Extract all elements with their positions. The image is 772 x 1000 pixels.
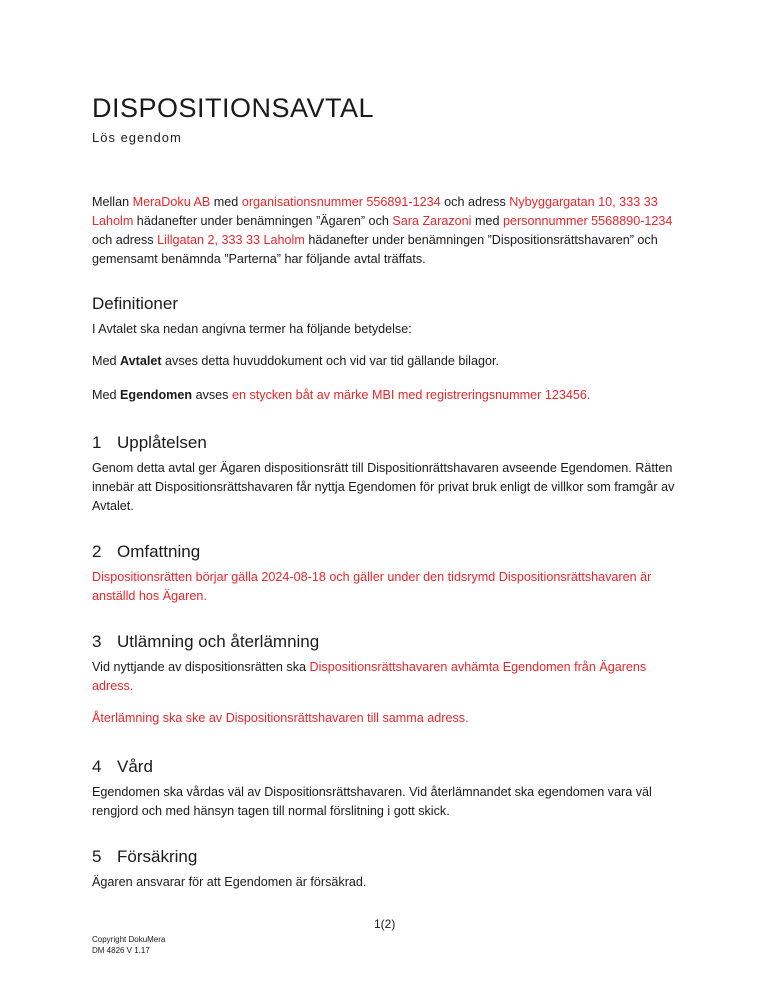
definition-text: Med <box>92 354 120 368</box>
section-heading-4 <box>92 757 153 777</box>
section-number: 5 <box>92 847 102 866</box>
holder-name: Sara Zarazoni <box>392 214 472 228</box>
section-variable-text: Dispositionsrättshavaren avhämta Egendomen från Ägarens adress. <box>92 660 647 693</box>
section-heading-3 <box>92 632 319 652</box>
definition-text: avses <box>192 388 232 402</box>
section-text-2: Dispositionsrätten börjar gälla 2024-08-18 och gäller under den tidsrymd Dispositionsrättshavaren är anställd hos Ägaren. <box>92 570 652 603</box>
document-title: DISPOSITIONSAVTAL <box>92 93 375 123</box>
owner-address: Nybyggargatan 10, 333 33 Laholm <box>92 195 658 228</box>
section-title: Omfattning <box>117 542 201 561</box>
section-text-1: Genom detta avtal ger Ägaren dispositionsrätt till Dispositionrättshavaren avseende Egendomen. Rätten innebär att Dispositionsrättshavaren får nyttja Egendomen för privat bruk enligt de villkor som framgår av Avtalet. <box>92 461 675 513</box>
section-text: Vid nyttjande av dispositionsrätten ska <box>92 660 310 674</box>
intro-paragraph <box>92 193 687 269</box>
holder-address: Lillgatan 2, 333 33 Laholm <box>157 233 305 247</box>
definition-avtalet <box>92 352 687 371</box>
footer-copyright <box>92 934 165 956</box>
section-text-4: Egendomen ska vårdas väl av Dispositionsrättshavaren. Vid återlämnandet ska egendomen vara väl rengjord och med hänsyn tagen till normal förslitning i gott skick. <box>92 785 652 818</box>
intro-text: Mellan <box>92 195 133 209</box>
definition-text: avses detta huvuddokument och vid var tid gällande bilagor. <box>161 354 499 368</box>
owner-name: MeraDoku AB <box>132 195 211 209</box>
section-heading-2 <box>92 542 200 562</box>
section-text-3b: Återlämning ska ske av Dispositionsrättshavaren till samma adress. <box>92 711 469 725</box>
section-text-5: Ägaren ansvarar för att Egendomen är försäkrad. <box>92 875 367 889</box>
page-number: 1(2) <box>374 917 396 931</box>
section-text-3 <box>92 658 687 696</box>
document-subtitle: Lös egendom <box>92 130 182 145</box>
intro-text: hädanefter under benämningen ”Ägaren” och <box>133 214 393 228</box>
intro-text: och adress <box>440 195 510 209</box>
definition-term: Egendomen <box>120 388 193 402</box>
section-number: 2 <box>92 542 102 561</box>
intro-text: med <box>471 214 503 228</box>
definition-egendomen <box>92 386 687 405</box>
definition-text: Med <box>92 388 120 402</box>
owner-org-number: organisationsnummer 556891-1234 <box>241 195 441 209</box>
intro-text: hädanefter under benämningen ”Dispositionsrättshavaren” och gemensamt benämnda ”Parterna” har följande avtal träffats. <box>92 233 658 266</box>
intro-text: med <box>210 195 242 209</box>
section-heading-5 <box>92 847 197 867</box>
definitions-intro: I Avtalet ska nedan angivna termer ha följande betydelse: <box>92 322 412 336</box>
intro-text: och adress <box>92 233 158 247</box>
section-title: Försäkring <box>117 847 198 866</box>
section-heading-1 <box>92 433 207 453</box>
definitions-heading: Definitioner <box>92 294 178 313</box>
definition-value: en stycken båt av märke MBI med registreringsnummer 123456. <box>231 388 591 402</box>
section-title: Utlämning och återlämning <box>117 632 320 651</box>
section-title: Vård <box>117 757 153 776</box>
copyright-text: Copyright DokuMera <box>92 935 166 944</box>
section-number: 4 <box>92 757 102 776</box>
document-id: DM 4826 V 1.17 <box>92 946 150 955</box>
section-number: 3 <box>92 632 102 651</box>
holder-personal-number: personnummer 5568890-1234 <box>502 214 673 228</box>
section-number: 1 <box>92 433 102 452</box>
section-title: Upplåtelsen <box>117 433 207 452</box>
definition-term: Avtalet <box>120 354 162 368</box>
